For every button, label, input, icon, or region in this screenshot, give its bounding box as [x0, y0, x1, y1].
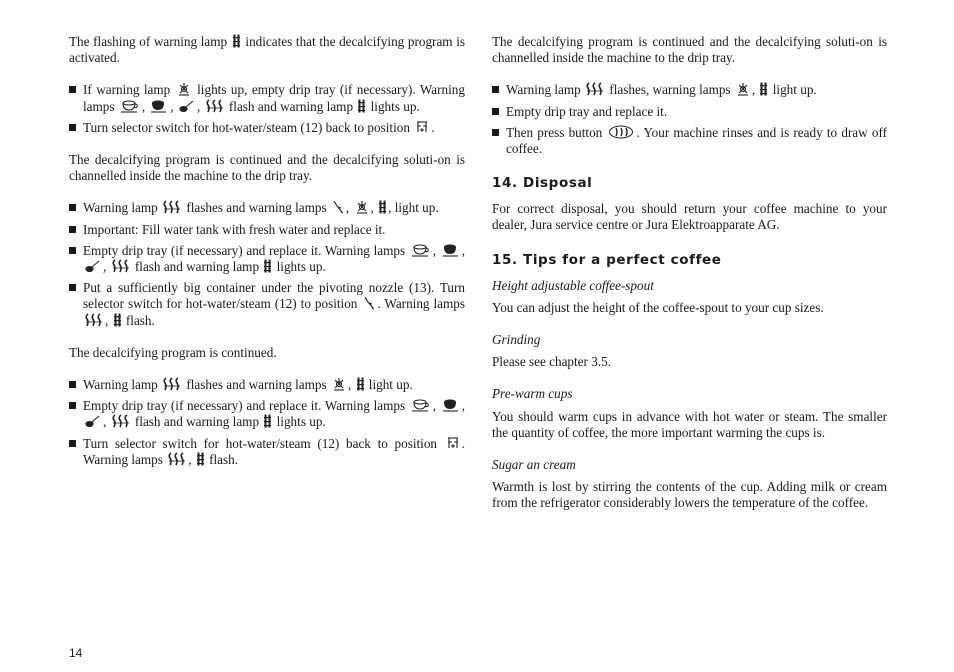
- right-column: [492, 34, 887, 512]
- ground-coffee-spoon-icon: [179, 99, 195, 113]
- coffee-position-icon: [415, 120, 429, 134]
- steam-waves-icon: [586, 82, 604, 96]
- drip-tray-lamp-icon: [332, 377, 346, 391]
- paragraph: You can adjust the height of the coffee-spout to your cup sizes.: [492, 299, 824, 315]
- decalc-lamp-icon: [197, 452, 204, 466]
- bullet: [69, 402, 76, 409]
- ground-coffee-spoon-icon: [85, 259, 101, 273]
- paragraph: The decalcifying program is continued and the decalcifying soluti-on is channelled inside the machine to the drip tray.: [69, 152, 465, 184]
- steam-waves-icon: [85, 313, 103, 327]
- section-heading-disposal: 14. Disposal: [492, 175, 593, 192]
- instruction-list: [69, 82, 465, 136]
- bullet: [69, 124, 76, 131]
- list-item: Turn selector switch for hot-water/steam (12) back to position .: [69, 120, 465, 136]
- list-item: Empty drip tray (if necessary) and replace it. Warning lamps , , , flash and warning lamp lights up.: [69, 243, 465, 275]
- bullet: [69, 381, 76, 388]
- instruction-list: [492, 82, 887, 157]
- list-item: Then press button . Your machine rinses and is ready to draw off coffee.: [492, 125, 887, 157]
- bullet: [492, 108, 499, 115]
- list-item: If warning lamp lights up, empty drip tray (if necessary). Warning lamps , , , flash and warning lamp lights up.: [69, 82, 465, 114]
- bean-container-icon: [442, 398, 460, 412]
- hot-water-nozzle-icon: [363, 296, 375, 310]
- decalc-lamp-icon: [264, 259, 271, 273]
- paragraph: The decalcifying program is continued.: [69, 344, 277, 360]
- decalc-lamp-icon: [233, 34, 240, 48]
- rinse-button-icon: [608, 125, 634, 139]
- paragraph: You should warm cups in advance with hot water or steam. The smaller the quantity of coffee, the more important warming the cups is.: [492, 408, 887, 440]
- bullet: [492, 129, 499, 136]
- paragraph: The flashing of warning lamp indicates that the decalcifying program is activated.: [69, 34, 466, 66]
- decalc-lamp-icon: [264, 414, 271, 428]
- list-item: Warning lamp flashes and warning lamps , , , light up.: [69, 200, 465, 216]
- paragraph: Please see chapter 3.5.: [492, 354, 612, 370]
- subheading: Pre-warm cups: [492, 386, 573, 402]
- list-item: Important: Fill water tank with fresh water and replace it.: [69, 222, 465, 238]
- drip-tray-lamp-icon: [736, 82, 750, 96]
- instruction-list: [69, 377, 465, 468]
- bullet: [69, 226, 76, 233]
- instruction-list: [69, 200, 465, 328]
- bullet: [69, 284, 76, 291]
- decalc-lamp-icon: [357, 377, 364, 391]
- paragraph: The decalcifying program is continued and the decalcifying soluti-on is channelled inside the machine to the drip tray.: [492, 34, 887, 66]
- steam-waves-icon: [112, 414, 130, 428]
- drip-tray-lamp-icon: [177, 82, 191, 96]
- subheading: Grinding: [492, 332, 541, 348]
- paragraph: Warmth is lost by stirring the contents of the cup. Adding milk or cream from the refrigerator considerably lowers the temperature of the coffee.: [492, 479, 887, 511]
- steam-waves-icon: [168, 452, 186, 466]
- list-item: Warning lamp flashes and warning lamps , light up.: [69, 377, 465, 393]
- list-item: Empty drip tray and replace it.: [492, 104, 887, 120]
- left-column: [69, 34, 465, 468]
- bullet: [69, 86, 76, 93]
- bullet: [69, 204, 76, 211]
- cup-lamp-icon: [411, 398, 431, 412]
- bullet: [69, 247, 76, 254]
- paragraph: For correct disposal, you should return your coffee machine to your dealer, Jura service centre or Jura Elektroapparate AG.: [492, 201, 887, 233]
- list-item: Empty drip tray (if necessary) and replace it. Warning lamps , , , flash and warning lamp lights up.: [69, 398, 465, 430]
- decalc-lamp-icon: [760, 82, 767, 96]
- drip-tray-lamp-icon: [355, 200, 369, 214]
- ground-coffee-spoon-icon: [85, 414, 101, 428]
- section-heading-tips: 15. Tips for a perfect coffee: [492, 251, 722, 268]
- subheading: Sugar an cream: [492, 457, 576, 473]
- decalc-lamp-icon: [379, 200, 386, 214]
- hot-water-nozzle-icon: [332, 200, 344, 214]
- bullet: [492, 86, 499, 93]
- cup-lamp-icon: [411, 243, 431, 257]
- decalc-lamp-icon: [358, 99, 365, 113]
- steam-waves-icon: [163, 200, 181, 214]
- cup-lamp-icon: [120, 99, 140, 113]
- list-item: Put a sufficiently big container under the pivoting nozzle (13). Turn selector switch for hot-water/steam (12) to position . Warning lamps , flash.: [69, 280, 465, 329]
- bean-container-icon: [150, 99, 168, 113]
- decalc-lamp-icon: [114, 313, 121, 327]
- steam-waves-icon: [163, 377, 181, 391]
- list-item: Turn selector switch for hot-water/steam (12) back to position . Warning lamps , flash.: [69, 436, 465, 468]
- steam-waves-icon: [112, 259, 130, 273]
- bean-container-icon: [442, 243, 460, 257]
- page-number: 14: [69, 646, 83, 660]
- list-item: Warning lamp flashes, warning lamps , light up.: [492, 82, 887, 98]
- bullet: [69, 440, 76, 447]
- subheading: Height adjustable coffee-spout: [492, 277, 654, 293]
- steam-waves-icon: [206, 99, 224, 113]
- coffee-position-icon: [446, 436, 460, 450]
